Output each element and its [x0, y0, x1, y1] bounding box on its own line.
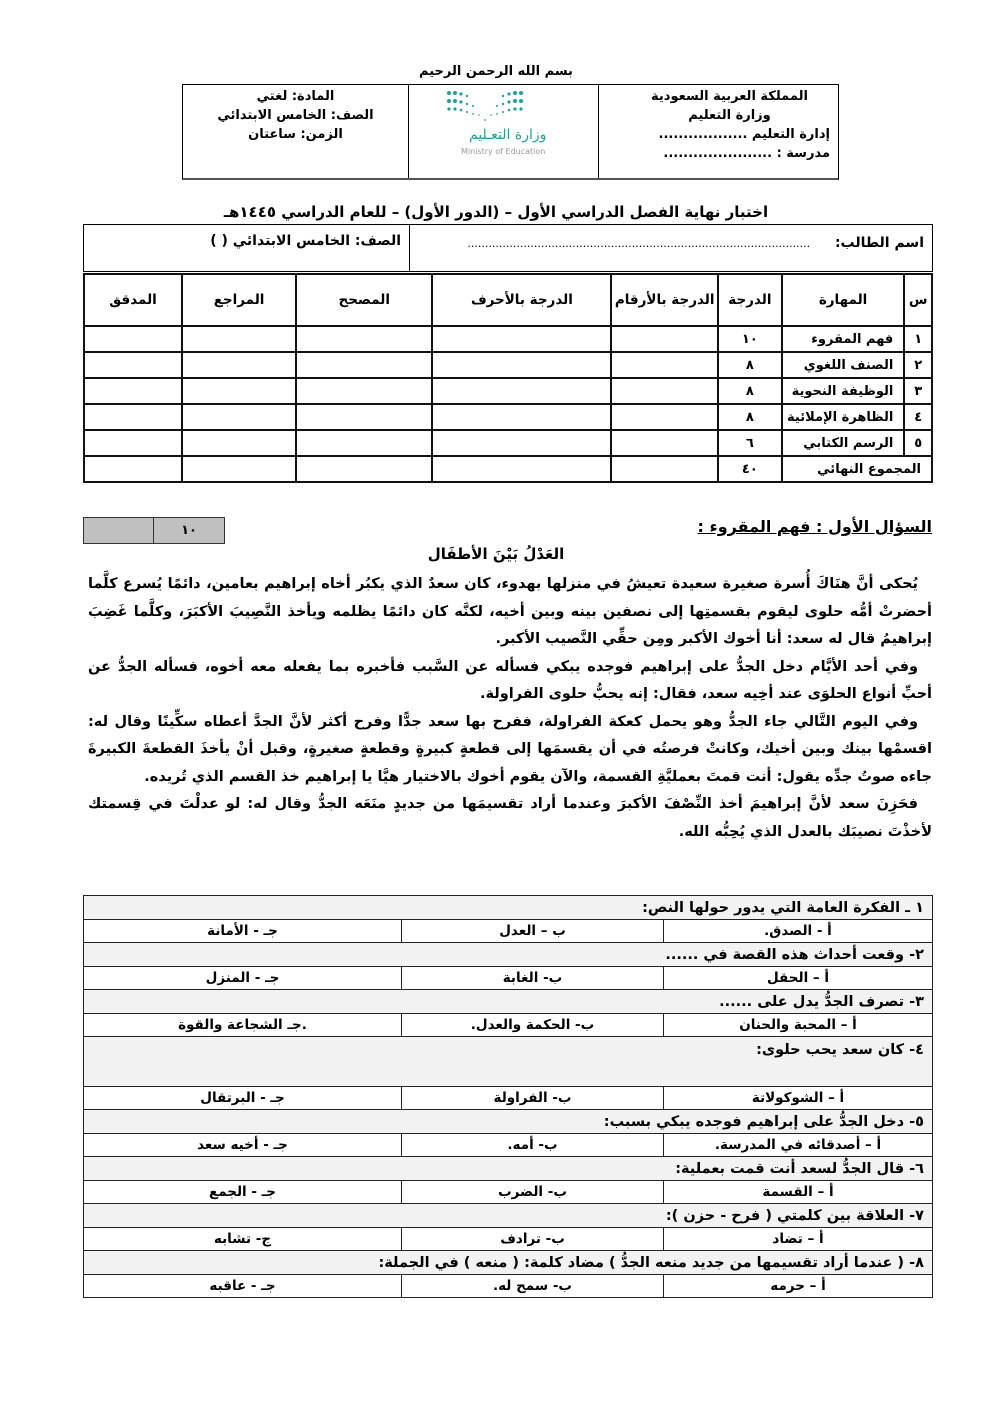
table-row [84, 352, 932, 378]
option-c[interactable]: جـ - أخيه سعد [84, 1134, 402, 1157]
option-a[interactable]: أ – تضاد [664, 1228, 933, 1251]
score-digits-cell[interactable] [611, 326, 718, 352]
question-text: ٥- دخل الجدُّ على إبراهيم فوجده يبكي بسبب: [84, 1110, 933, 1134]
col-header-auditor: المدقق [84, 274, 182, 326]
grades-table [83, 273, 933, 483]
score-words-cell[interactable] [432, 326, 611, 352]
col-header-reviewer: المراجع [182, 274, 296, 326]
reviewer-cell[interactable] [182, 430, 296, 456]
story-title: العَدْلُ بَيْنَ الأطفَال [427, 545, 565, 563]
option-c[interactable]: جـ - عاقبه [84, 1275, 402, 1298]
corrector-cell[interactable] [296, 404, 432, 430]
option-c[interactable]: .جـ الشجاعة والقوة [84, 1014, 402, 1037]
score-words-cell[interactable] [432, 378, 611, 404]
reviewer-cell[interactable] [182, 456, 296, 482]
header-subject-info [183, 85, 408, 178]
school-field: مدرسة : ...................... [663, 146, 830, 161]
logo-dots-icon [445, 89, 525, 123]
options-row [84, 1134, 933, 1157]
student-score-cell[interactable] [84, 518, 154, 543]
story-paragraph: وفي اليوم التَّالي جاء الجدُّ وهو يحمل كعكة الفراولة، ففرح بها سعد جدًّا وفرح أكثر لأنَّ الجدَّ أعطاه سكِّينًا وقال له: اقسمْها بينك وبين أخيك، وكانتْ فرصتُه في أن يقسمَها إلى قطعةٍ كبيرةٍ وقطعةٍ صغيرةٍ، وقبل أنْ يأخذَ القطعةَ الكبيرةَ جاءه صوتُ جدِّه يقول: أنت قمتَ بعمليَّةِ القسمة، والآن يقوم أخوك بالاختيار هيَّا يا إبراهيم خذ القسم الذي تُريده. [88, 713, 932, 785]
options-row [84, 1181, 933, 1204]
question-text: ٨- ( عندما أراد تقسيمها من جديد منعه الجدُّ ) مضاد كلمة: ( منعه ) في الجملة: [84, 1251, 933, 1275]
reviewer-cell[interactable] [182, 378, 296, 404]
col-header-number: س [904, 274, 932, 326]
header-ministry-info [598, 85, 838, 178]
questions-table [83, 895, 933, 1298]
option-a[interactable]: أ – أصدقائه في المدرسة. [664, 1134, 933, 1157]
question1-max-score: ١٠ [181, 523, 197, 538]
table-row [84, 378, 932, 404]
question-row [84, 990, 933, 1014]
student-class-field: الصف: الخامس الابتدائي ( ) [210, 233, 401, 249]
row-number: ١ [904, 326, 932, 352]
corrector-cell[interactable] [296, 456, 432, 482]
option-a[interactable]: أ – الشوكولاتة [664, 1087, 933, 1110]
question-row [84, 943, 933, 967]
auditor-cell[interactable] [84, 352, 182, 378]
auditor-cell[interactable] [84, 430, 182, 456]
education-admin-field: إدارة التعليم .................. [658, 127, 830, 142]
student-info-box [83, 224, 933, 272]
question1-score-box [83, 517, 225, 544]
option-b[interactable]: ب- الفراولة [402, 1087, 664, 1110]
col-header-score-words: الدرجة بالأحرف [432, 274, 611, 326]
option-b[interactable]: ب- سمح له. [402, 1275, 664, 1298]
option-c[interactable]: جـ - الجمع [84, 1181, 402, 1204]
reviewer-cell[interactable] [182, 352, 296, 378]
max-score: ٨ [718, 352, 782, 378]
col-header-score-digits: الدرجة بالأرقام [611, 274, 718, 326]
grade-label: الصف: الخامس الابتدائي [217, 108, 374, 123]
question-text: ٢- وقعت أحداث هذه القصة في ...... [84, 943, 933, 967]
score-words-cell[interactable] [432, 430, 611, 456]
table-row [84, 404, 932, 430]
exam-title: اختبار نهاية الفصل الدراسي الأول – (الدور الأول) – للعام الدراسي ١٤٤٥هـ [223, 203, 769, 221]
story-paragraph: فحَزِنَ سعد لأنَّ إبراهيمَ أخذ النِّصْفَ الأكبرَ وعندما أراد تقسيمَها من جديدٍ منَعَه الجدُّ وقال له: لو عدلْتَ في قِسمتك لأخذْتَ نصيبَك بالعدل الذي يُحِبُّه الله. [88, 796, 932, 840]
logo-english-text: Ministry of Education [461, 147, 546, 156]
ministry-label: وزارة التعليم [688, 108, 771, 123]
row-number: ٤ [904, 404, 932, 430]
row-number: ٥ [904, 430, 932, 456]
question-row [84, 1037, 933, 1087]
score-digits-cell[interactable] [611, 456, 718, 482]
question-text: ٤- كان سعد يحب حلوى: [84, 1037, 933, 1087]
option-a[interactable]: أ - الصدق. [664, 920, 933, 943]
corrector-cell[interactable] [296, 352, 432, 378]
question-text: ١ ـ الفكرة العامة التي يدور حولها النص: [84, 896, 933, 920]
total-label: المجموع النهائي [782, 456, 932, 482]
auditor-cell[interactable] [84, 378, 182, 404]
options-row [84, 1275, 933, 1298]
subject-label: المادة: لغتي [256, 89, 335, 104]
score-digits-cell[interactable] [611, 430, 718, 456]
option-b[interactable]: ب- أمه. [402, 1134, 664, 1157]
auditor-cell[interactable] [84, 404, 182, 430]
score-digits-cell[interactable] [611, 404, 718, 430]
grades-header-row [84, 274, 932, 326]
reviewer-cell[interactable] [182, 326, 296, 352]
option-c[interactable]: جـ - المنزل [84, 967, 402, 990]
max-score: ٨ [718, 404, 782, 430]
question-row [84, 1251, 933, 1275]
score-words-cell[interactable] [432, 456, 611, 482]
option-b[interactable]: ب – العدل [402, 920, 664, 943]
col-header-corrector: المصحح [296, 274, 432, 326]
skill-name: الوظيفة النحوية [782, 378, 905, 404]
question-text: ٣- تصرف الجدُّ يدل على ...... [84, 990, 933, 1014]
reviewer-cell[interactable] [182, 404, 296, 430]
table-row [84, 326, 932, 352]
max-score: ٦ [718, 430, 782, 456]
skill-name: الرسم الكتابي [782, 430, 905, 456]
option-b[interactable]: ب- ترادف [402, 1228, 664, 1251]
options-row [84, 1228, 933, 1251]
duration-label: الزمن: ساعتان [248, 127, 343, 142]
option-a[interactable]: أ – المحبة والحنان [664, 1014, 933, 1037]
options-row [84, 1087, 933, 1110]
question-row [84, 1204, 933, 1228]
student-name-dots: .................................................................................................. [467, 237, 811, 250]
skill-name: فهم المقروء [782, 326, 905, 352]
max-score: ١٠ [718, 326, 782, 352]
corrector-cell[interactable] [296, 430, 432, 456]
question1-title: السؤال الأول : فهم المقروء : [697, 517, 932, 536]
auditor-cell[interactable] [84, 326, 182, 352]
score-words-cell[interactable] [432, 404, 611, 430]
question-row [84, 1157, 933, 1181]
options-row [84, 1014, 933, 1037]
skill-name: الصنف اللغوي [782, 352, 905, 378]
option-c[interactable]: جـ - البرتقال [84, 1087, 402, 1110]
story-text [88, 571, 932, 846]
question-row [84, 896, 933, 920]
score-digits-cell[interactable] [611, 352, 718, 378]
logo-arabic-text: وزارة التعـليم [469, 127, 547, 143]
option-a[interactable]: أ – حرمه [664, 1275, 933, 1298]
ministry-logo [408, 85, 598, 178]
col-header-skill: المهارة [782, 274, 905, 326]
score-words-cell[interactable] [432, 352, 611, 378]
header-box [182, 84, 839, 180]
auditor-cell[interactable] [84, 456, 182, 482]
option-a[interactable]: أ – الحقل [664, 967, 933, 990]
kingdom-label: المملكة العربية السعودية [651, 89, 808, 104]
max-score: ٨ [718, 378, 782, 404]
student-name-label: اسم الطالب: [834, 235, 924, 251]
question-text: ٧- العلاقة بين كلمتي ( فرح - حزن ): [84, 1204, 933, 1228]
option-b[interactable]: ب- الحكمة والعدل. [402, 1014, 664, 1037]
question-text: ٦- قال الجدُّ لسعد أنت قمت بعملية: [84, 1157, 933, 1181]
total-row [84, 456, 932, 482]
score-digits-cell[interactable] [611, 378, 718, 404]
corrector-cell[interactable] [296, 326, 432, 352]
total-score: ٤٠ [718, 456, 782, 482]
option-a[interactable]: أ – القسمة [664, 1181, 933, 1204]
option-c[interactable]: جـ - الأمانة [84, 920, 402, 943]
row-number: ٣ [904, 378, 932, 404]
story-paragraph: وفي أحد الأيَّام دخل الجدُّ على إبراهيم فوجده يبكي فسأله عن السَّبب فأخبره بما يفعله معه أخوه، فسأله الجدُّ عن أحبِّ أنواع الحلوَى عند أخِيه سعد، فقال: إنه يحبُّ حلوى الفراولة. [88, 658, 932, 702]
options-row [84, 967, 933, 990]
table-row [84, 430, 932, 456]
col-header-score: الدرجة [718, 274, 782, 326]
basmala: بسم الله الرحمن الرحيم [419, 64, 573, 79]
option-b[interactable]: ب- الغابة [402, 967, 664, 990]
option-c[interactable]: ج- تشابه [84, 1228, 402, 1251]
story-paragraph: يُحكى أنَّ هنَاكَ أُسرة صغيرة سعيدة تعيشُ في منزلها بهدوء، كان سعدٌ الذي يكبُر أخاه إبراهيم بعامين، دائمًا يُسرع كلَّما أحضرتْ أمُّه حلوى ليقوم بقسمتِها إلى نصفين بينه وبين أخيه، لكنَّه كان دائمًا يظلمه ويأخذ النَّصِيبَ الأكبَرَ، وكلَّما غَضِبَ إبراهيمُ قال له سعد: أنا أخوك الأكبر ومِن حقِّي النَّصيب الأكبر. [88, 576, 932, 647]
options-row [84, 920, 933, 943]
row-number: ٢ [904, 352, 932, 378]
student-name-field[interactable] [409, 225, 932, 271]
question-row [84, 1110, 933, 1134]
option-b[interactable]: ب- الضرب [402, 1181, 664, 1204]
skill-name: الظاهرة الإملائية [782, 404, 905, 430]
corrector-cell[interactable] [296, 378, 432, 404]
